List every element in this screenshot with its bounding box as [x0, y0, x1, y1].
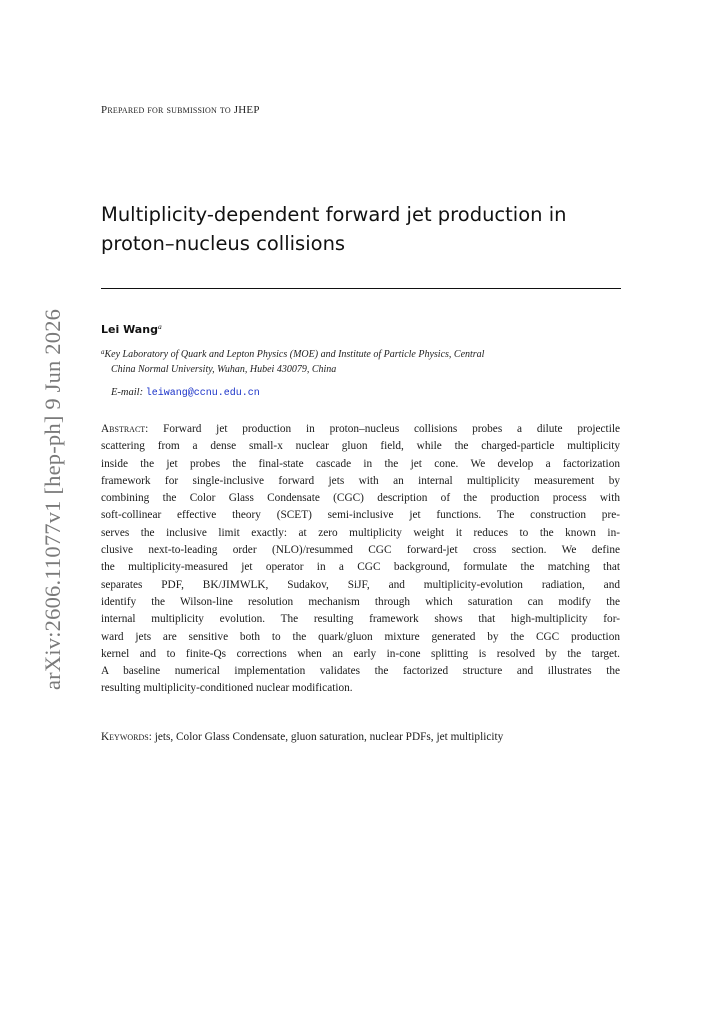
abstract-line — [101, 421, 620, 438]
abstract-line — [101, 629, 620, 646]
abstract-line — [101, 577, 620, 594]
abstract-line-text: scattering from a dense small-x nuclear gluon field, while the charged-particle multiplicity — [101, 440, 620, 453]
abstract-line-text: the multiplicity-measured jet operator in a CGC background, formulate the matching that — [101, 561, 620, 574]
title-line-2: proton–nucleus collisions — [101, 232, 346, 255]
abstract-line-text: A baseline numerical implementation validates the factorized structure and illustrates the — [101, 665, 620, 678]
abstract-line-text: kernel and to finite-Qs corrections when an early in-cone splitting is resolved by the target. — [101, 647, 620, 660]
abstract-line — [101, 473, 620, 490]
abstract — [101, 421, 620, 698]
affiliation-text-1: Key Laboratory of Quark and Lepton Physics (MOE) and Institute of Particle Physics, Central — [104, 349, 485, 360]
abstract-line — [101, 594, 620, 611]
author-name: Lei Wang — [101, 323, 158, 336]
keywords — [101, 731, 621, 743]
title-rule — [101, 288, 621, 289]
abstract-line — [101, 680, 620, 697]
abstract-line — [101, 507, 620, 524]
abstract-line-text: Forward jet production in proton–nucleus collisions probes a dilute projectile — [163, 423, 620, 435]
paper-title — [101, 200, 641, 258]
abstract-label: Abstract: — [101, 423, 149, 435]
affiliation-line-2: China Normal University, Wuhan, Hubei 430079, China — [111, 364, 337, 375]
keywords-label: Keywords: — [101, 731, 152, 743]
abstract-line — [101, 542, 620, 559]
abstract-line-text: soft-collinear effective theory (SCET) semi-inclusive jet functions. The construction pre- — [101, 509, 620, 522]
abstract-line-text: identify the Wilson-line resolution mechanism through which saturation can modify the — [101, 595, 620, 608]
abstract-line-text: separates PDF, BK/JIMWLK, Sudakov, SiJF, and multiplicity-evolution radiation, and — [101, 578, 620, 591]
abstract-line — [101, 559, 620, 576]
email-label: E-mail: — [111, 387, 144, 398]
email — [111, 387, 260, 399]
abstract-line-text: combining the Color Glass Condensate (CGC) description of the production process with — [101, 492, 620, 505]
abstract-line — [101, 490, 620, 507]
abstract-line — [101, 663, 620, 680]
affiliation-mark: a — [101, 348, 105, 356]
keywords-text: jets, Color Glass Condensate, gluon saturation, nuclear PDFs, jet multiplicity — [154, 731, 504, 743]
abstract-line-text: framework for single-inclusive forward jets with an internal multiplicity measurement by — [101, 474, 620, 487]
email-link[interactable]: leiwang@ccnu.edu.cn — [145, 388, 260, 399]
abstract-line-text: ward jets are sensitive both to the quark/gluon mixture generated by the CGC production — [101, 630, 620, 643]
arxiv-sidebar[interactable]: arXiv:2606.11077v1 [hep-ph] 9 Jun 2026 — [40, 308, 65, 690]
title-line-1: Multiplicity-dependent forward jet production in — [101, 203, 567, 226]
abstract-line — [101, 456, 620, 473]
journal-note: Prepared for submission to JHEP — [101, 104, 260, 116]
abstract-line — [101, 646, 620, 663]
affiliation-line-1 — [101, 345, 623, 362]
abstract-line-text: internal multiplicity evolution. The resulting framework shows that high-multiplicity for- — [101, 613, 620, 626]
abstract-line-text: clusive next-to-leading order (NLO)/resummed CGC forward-jet cross section. We define — [101, 544, 620, 557]
abstract-line — [101, 525, 620, 542]
abstract-line-text: resulting multiplicity-conditioned nuclear modification. — [101, 682, 353, 695]
affiliation — [101, 345, 623, 377]
author — [101, 322, 162, 336]
abstract-line-text: inside the jet probes the final-state cascade in the jet cone. We develop a factorization — [101, 457, 620, 470]
abstract-line — [101, 438, 620, 455]
abstract-line-text: serves the inclusive limit exactly: at zero multiplicity weight it reduces to the known in- — [101, 526, 620, 539]
abstract-line — [101, 611, 620, 628]
author-mark: a — [157, 322, 162, 331]
